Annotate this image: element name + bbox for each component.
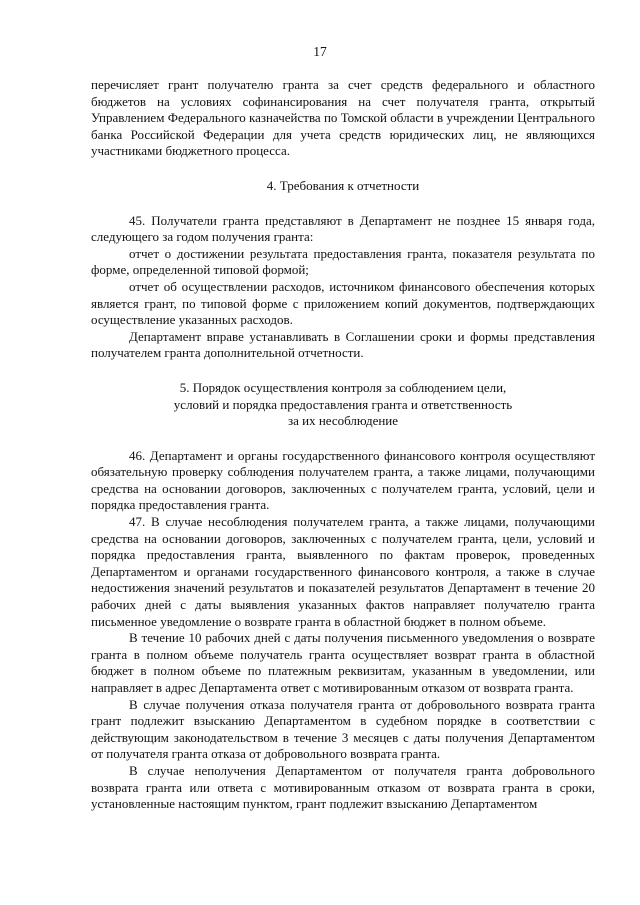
page-number: 17 bbox=[313, 44, 327, 59]
paragraph-report-result: отчет о достижении результата предоставления гранта, показателя результата по форме, определенной типовой формой; bbox=[91, 245, 595, 278]
paragraph-47: 47. В случае несоблюдения получателем гранта, а также лицами, получающими средства на основании договоров, заключенных с получателем гранта, цели, условий и порядка предоставления гранта, выявленного по фактам проверок, проведенных Департаментом и органами государственного финансового контроля, а также в случае недостижения значений результатов и показателей результатов Департамент в течение 20 рабочих дней с даты выявления указанных фактов направляет получателю гранта письменное уведомление о возврате гранта в областной бюджет в полном объеме. bbox=[91, 514, 595, 629]
paragraph-45: 45. Получатели гранта представляют в Департамент не позднее 15 января года, следующего за годом получения гранта: bbox=[91, 212, 595, 245]
section-5-heading bbox=[91, 380, 595, 430]
paragraph-46: 46. Департамент и органы государственного финансового контроля осуществляют обязательную проверку соблюдения получателем гранта, а также лицами, получающими средства на основании договоров, заключенных с получателем гранта, условий, цели и порядка предоставления гранта. bbox=[91, 447, 595, 513]
paragraph-report-expenses: отчет об осуществлении расходов, источником финансового обеспечения которых является грант, по типовой форме с приложением копий документов, подтверждающих осуществление указанных расходов. bbox=[91, 278, 595, 328]
section-5-heading-line: условий и порядка предоставления гранта и ответственность bbox=[173, 396, 513, 412]
section-5-heading-line: 5. Порядок осуществления контроля за соблюдением цели, bbox=[179, 379, 507, 395]
paragraph-additional-reporting: Департамент вправе устанавливать в Соглашении сроки и формы представления получателем гранта дополнительной отчетности. bbox=[91, 328, 595, 361]
paragraph-refund-10-days: В течение 10 рабочих дней с даты получения письменного уведомления о возврате гранта в полном объеме получатель гранта осуществляет возврат гранта в областной бюджет в полном объеме по платежным реквизитам, указанным в уведомлении, или направляет в адрес Департамента ответ с мотивированным отказом от возврата гранта. bbox=[91, 630, 595, 695]
paragraph-non-receipt: В случае неполучения Департаментом от получателя гранта добровольного возврата гранта или ответа с мотивированным отказом от возврата гранта в сроки, установленные настоящим пунктом, грант подлежит взысканию Департаментом bbox=[91, 762, 595, 812]
section-4-heading: 4. Требования к отчетности bbox=[266, 177, 420, 193]
intro-paragraph: перечисляет грант получателю гранта за счет средств федерального и областного бюджетов на условиях софинансирования на счет получателя гранта, открытый Управлением Федерального казначейства по Томской области в учреждении Центрального банка Российской Федерации для учета средств юридических лиц, не являющихся участниками бюджетного процесса. bbox=[91, 77, 595, 159]
paragraph-refusal: В случае получения отказа получателя гранта от добровольного возврата гранта грант подлежит взысканию Департаментом в судебном порядке в соответствии с действующим законодательством в течение 3 месяцев с даты получения Департаментом от получателя гранта отказа от добровольного возврата гранта. bbox=[91, 696, 595, 762]
section-5-heading-line: за их несоблюдение bbox=[287, 413, 399, 429]
document-body bbox=[91, 77, 595, 813]
